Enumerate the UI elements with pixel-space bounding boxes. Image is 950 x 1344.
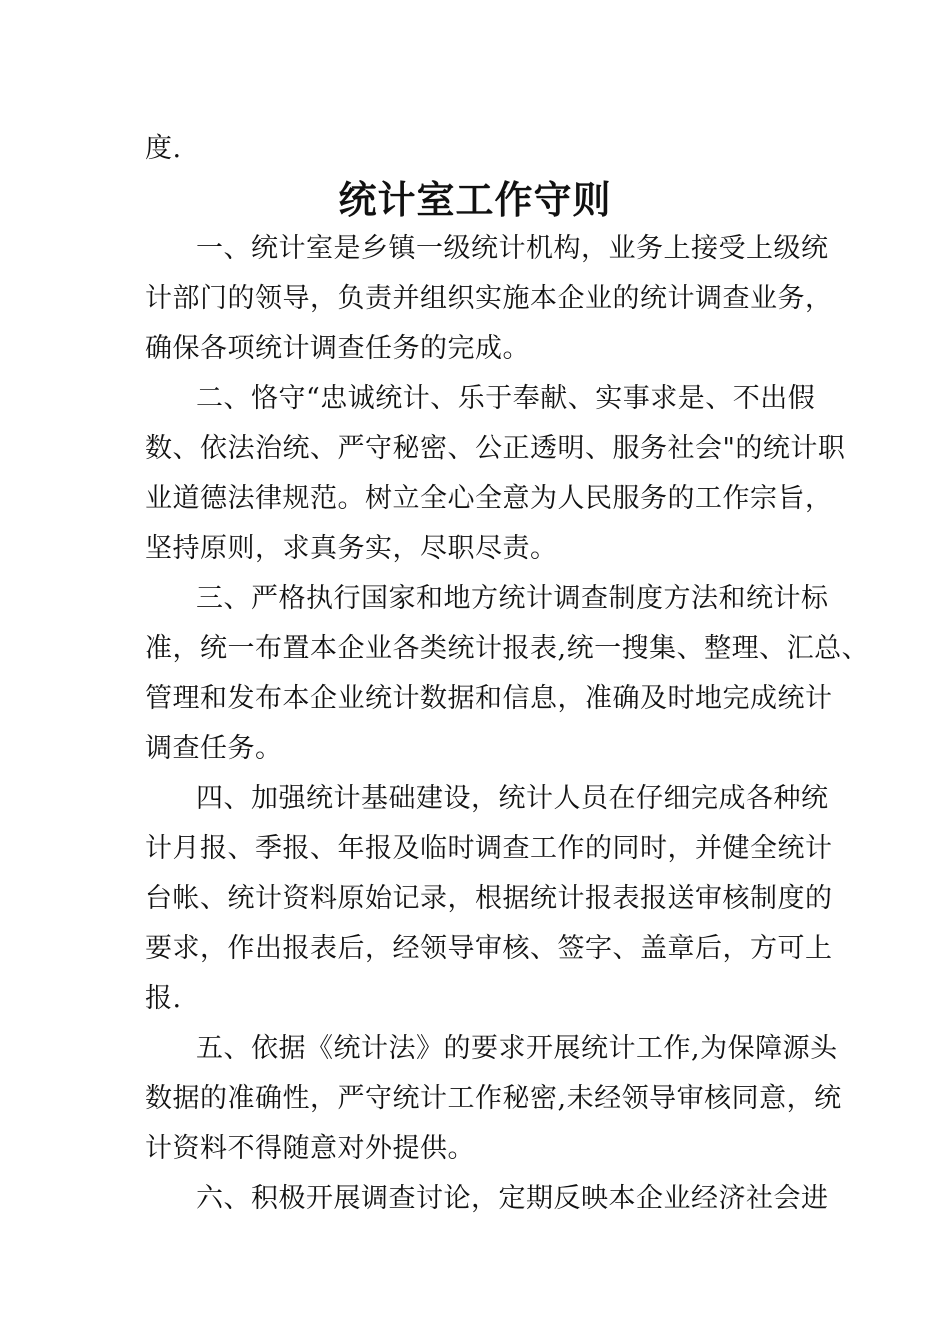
- document-title: 统计室工作守则: [338, 178, 612, 222]
- paragraph-3-line-1: 三、严格执行国家和地方统计调查制度方法和统计标: [196, 583, 829, 614]
- paragraph-2-line-2: 数、依法治统、严守秘密、公正透明、服务社会"的统计职: [145, 433, 846, 464]
- paragraph-3-line-3: 管理和发布本企业统计数据和信息，准确及时地完成统计: [145, 683, 833, 714]
- paragraph-1-line-1: 一、统计室是乡镇一级统计机构，业务上接受上级统: [196, 233, 829, 264]
- paragraph-2-line-4: 坚持原则，求真务实，尽职尽责。: [145, 533, 558, 564]
- paragraph-2-line-1: 二、恪守“忠诚统计、乐于奉献、实事求是、不出假: [196, 383, 816, 414]
- paragraph-1-line-3: 确保各项统计调查任务的完成。: [145, 333, 530, 364]
- paragraph-5-line-2: 数据的准确性，严守统计工作秘密,未经领导审核同意，统: [145, 1083, 842, 1114]
- paragraph-6-line-1: 六、积极开展调查讨论，定期反映本企业经济社会进: [196, 1183, 829, 1214]
- paragraph-4-line-4: 要求，作出报表后，经领导审核、签字、盖章后，方可上: [145, 933, 833, 964]
- paragraph-2-line-3: 业道德法律规范。树立全心全意为人民服务的工作宗旨，: [145, 483, 833, 514]
- paragraph-4-line-1: 四、加强统计基础建设，统计人员在仔细完成各种统: [196, 783, 829, 814]
- paragraph-5-line-3: 计资料不得随意对外提供。: [145, 1133, 475, 1164]
- paragraph-4-line-3: 台帐、统计资料原始记录，根据统计报表报送审核制度的: [145, 883, 833, 914]
- lead-fragment: 度.: [145, 133, 182, 164]
- paragraph-5-line-1: 五、依据《统计法》的要求开展统计工作,为保障源头: [196, 1033, 838, 1064]
- paragraph-4-line-5: 报.: [145, 983, 182, 1014]
- paragraph-3-line-4: 调查任务。: [145, 733, 283, 764]
- paragraph-4-line-2: 计月报、季报、年报及临时调查工作的同时，并健全统计: [145, 833, 833, 864]
- paragraph-3-line-2: 准，统一布置本企业各类统计报表,统一搜集、整理、汇总、: [145, 633, 870, 664]
- paragraph-1-line-2: 计部门的领导，负责并组织实施本企业的统计调查业务，: [145, 283, 833, 314]
